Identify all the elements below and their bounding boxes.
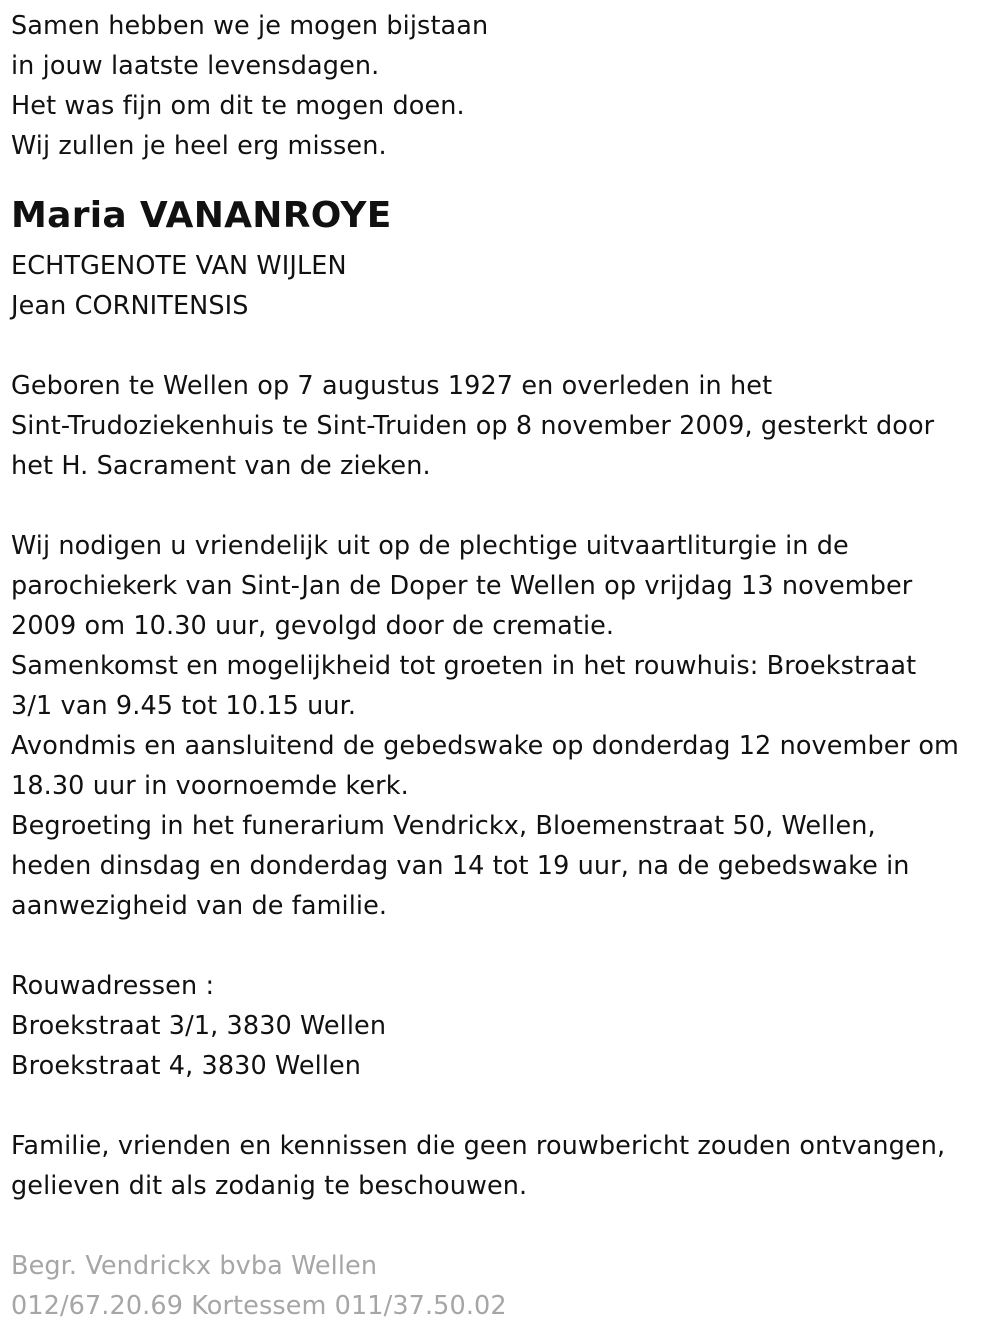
- spacer: [11, 1086, 996, 1126]
- poem-line: Wij zullen je heel erg missen.: [11, 131, 387, 161]
- spacer: [11, 486, 996, 526]
- poem-line: in jouw laatste levensdagen.: [11, 51, 380, 81]
- address-line: Broekstraat 4, 3830 Wellen: [11, 1051, 362, 1081]
- paragraph-line: aanwezigheid van de familie.: [11, 891, 388, 921]
- paragraph-line: Geboren te Wellen op 7 augustus 1927 en overleden in het: [11, 371, 773, 401]
- paragraph-line: 2009 om 10.30 uur, gevolgd door de crematie.: [11, 611, 615, 641]
- spouse-name: Jean CORNITENSIS: [11, 291, 249, 321]
- paragraph-line: Samenkomst en mogelijkheid tot groeten in het rouwhuis: Broekstraat: [11, 651, 917, 681]
- paragraph-line: Sint-Trudoziekenhuis te Sint-Truiden op 8 november 2009, gesterkt door: [11, 411, 935, 441]
- funeral-home-footer: [11, 1246, 996, 1326]
- paragraph-line: parochiekerk van Sint-Jan de Doper te Wellen op vrijdag 13 november: [11, 571, 913, 601]
- funeral-home-name: Begr. Vendrickx bvba Wellen: [11, 1251, 378, 1281]
- paragraph-line: 18.30 uur in voornoemde kerk.: [11, 771, 409, 801]
- addresses-heading: Rouwadressen :: [11, 971, 215, 1001]
- paragraph-line: gelieven dit als zodanig te beschouwen.: [11, 1171, 528, 1201]
- spacer: [11, 326, 996, 366]
- paragraph-line: het H. Sacrament van de zieken.: [11, 451, 431, 481]
- notice-paragraph: [11, 1126, 996, 1206]
- address-line: Broekstraat 3/1, 3830 Wellen: [11, 1011, 387, 1041]
- spacer: [11, 1206, 996, 1246]
- birth-death-paragraph: [11, 366, 996, 486]
- paragraph-line: 3/1 van 9.45 tot 10.15 uur.: [11, 691, 357, 721]
- deceased-info: [11, 186, 996, 326]
- funeral-home-phone: 012/67.20.69 Kortessem 011/37.50.02: [11, 1291, 507, 1321]
- deceased-name: Maria VANANROYE: [11, 195, 392, 236]
- paragraph-line: Familie, vrienden en kennissen die geen rouwbericht zouden ontvangen,: [11, 1131, 946, 1161]
- paragraph-line: Avondmis en aansluitend de gebedswake op donderdag 12 november om: [11, 731, 959, 761]
- poem: [11, 6, 996, 166]
- spacer: [11, 926, 996, 966]
- paragraph-line: Wij nodigen u vriendelijk uit op de plechtige uitvaartliturgie in de: [11, 531, 849, 561]
- paragraph-line: Begroeting in het funerarium Vendrickx, Bloemenstraat 50, Wellen,: [11, 811, 876, 841]
- poem-line: Het was fijn om dit te mogen doen.: [11, 91, 465, 121]
- poem-line: Samen hebben we je mogen bijstaan: [11, 11, 489, 41]
- relation-label: ECHTGENOTE VAN WIJLEN: [11, 251, 347, 281]
- mourning-addresses: [11, 966, 996, 1086]
- death-notice: [11, 6, 996, 1326]
- funeral-paragraph: [11, 526, 996, 926]
- paragraph-line: heden dinsdag en donderdag van 14 tot 19 uur, na de gebedswake in: [11, 851, 910, 881]
